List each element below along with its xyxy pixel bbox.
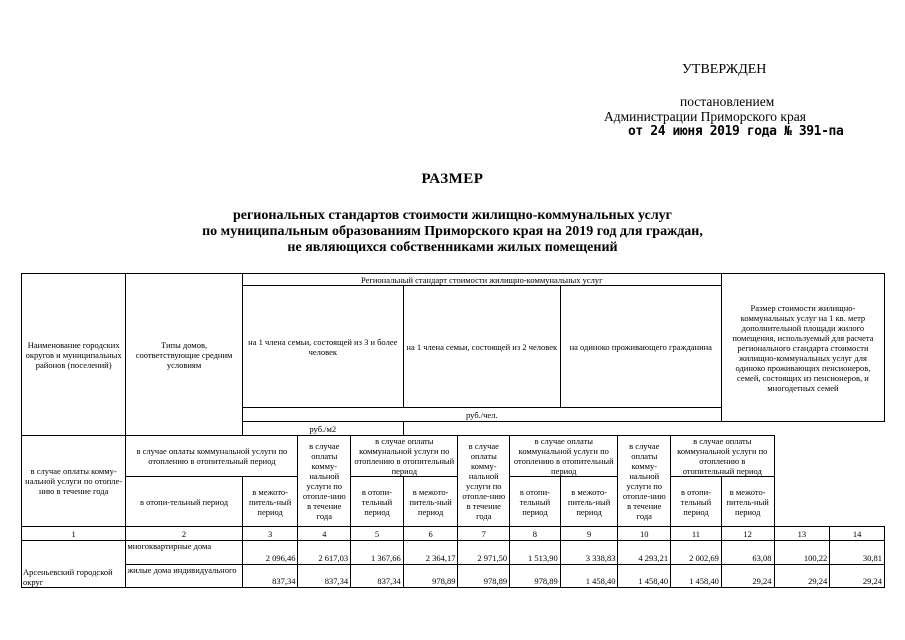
header-heating-period-2: в отопи-тельный период [351, 477, 404, 527]
table-row [22, 541, 885, 565]
house-type: многоквартирные дома [126, 541, 242, 565]
column-numbers-row [22, 527, 885, 541]
column-number: 4 [298, 527, 351, 541]
header-family-3: на 1 члена семьи, состоящей из 3 и более человек [242, 286, 403, 408]
column-number: 13 [774, 527, 830, 541]
value-cell: 3 338,83 [560, 541, 618, 565]
value-cell: 29,24 [830, 565, 885, 588]
header-municipality: Наименование городских округов и муниципальных районов (поселений) [22, 274, 126, 436]
value-cell: 30,81 [830, 541, 885, 565]
column-number: 1 [22, 527, 126, 541]
value-cell: 1 513,90 [510, 541, 561, 565]
header-heating-season-1: в случае оплаты коммунальной услуги по отоплению в отопительный период [510, 436, 618, 477]
value-cell: 978,89 [458, 565, 510, 588]
value-cell: 29,24 [774, 565, 830, 588]
column-number: 3 [242, 527, 298, 541]
value-cell: 837,34 [351, 565, 404, 588]
header-heating-period-1: в отопи-тельный период [510, 477, 561, 527]
column-number: 12 [721, 527, 774, 541]
approval-stamp: УТВЕРЖДЕН [682, 62, 767, 77]
header-heating-season-3: в случае оплаты коммунальной услуги по отоплению в отопительный период [126, 436, 298, 477]
value-cell: 2 971,50 [458, 541, 510, 565]
value-cell: 837,34 [242, 565, 298, 588]
decree-line-2: Администрации Приморского края [604, 109, 806, 124]
municipality-name: Арсеньевский городской округ [22, 541, 126, 588]
header-interheating-2: в межото-питель-ный период [403, 477, 458, 527]
column-number: 6 [403, 527, 458, 541]
header-no-heating-2: в случае оплаты комму-нальной услуги по отопле-нию в течение года [298, 436, 351, 527]
value-cell: 100,22 [774, 541, 830, 565]
header-interheating-1: в межото-питель-ный период [560, 477, 618, 527]
column-number: 2 [126, 527, 242, 541]
value-cell: 2 617,03 [298, 541, 351, 565]
header-unit-m2: руб./м2 [242, 422, 403, 436]
value-cell: 978,89 [510, 565, 561, 588]
subtitle-line-3: не являющихся собственниками жилых помещений [287, 240, 618, 255]
value-cell: 1 367,66 [351, 541, 404, 565]
header-interheating-m2: в межото-питель-ный период [721, 477, 774, 527]
value-cell: 978,89 [403, 565, 458, 588]
column-number: 5 [351, 527, 404, 541]
column-number: 14 [830, 527, 885, 541]
decree-date-number: от 24 июня 2019 года № 391-па [628, 124, 844, 139]
column-number: 9 [560, 527, 618, 541]
header-no-heating-m2: в случае оплаты комму-нальной услуги по отопле-нию в течение года [618, 436, 671, 527]
header-regional-standard: Региональный стандарт стоимости жилищно-коммунальных услуг [242, 274, 721, 286]
document-title: РАЗМЕР [421, 171, 484, 187]
value-cell: 2 096,46 [242, 541, 298, 565]
subtitle-line-2: по муниципальным образованиям Приморского края на 2019 год для граждан, [202, 224, 703, 239]
value-cell: 837,34 [298, 565, 351, 588]
header-heating-period-m2: в отопи-тельный период [671, 477, 722, 527]
value-cell: 1 458,40 [671, 565, 722, 588]
column-number: 10 [618, 527, 671, 541]
header-no-heating-1: в случае оплаты комму-нальной услуги по отопле-нию в течение года [458, 436, 510, 527]
header-heating-season-2: в случае оплаты коммунальной услуги по отоплению в отопительный период [351, 436, 458, 477]
header-extra-area: Размер стоимости жилищно-коммунальных услуг на 1 кв. метр дополнительной площади жилого помещения, используемый для расчета регионального стандарта стоимости жилищно-коммунальных услуг для одиноко проживающих пенсионеров, семей, состоящих из пенсионеров, и многодетных семей [721, 274, 884, 422]
header-house-types: Типы домов, соответствующие средним условиям [126, 274, 242, 436]
value-cell: 1 458,40 [560, 565, 618, 588]
column-number: 8 [510, 527, 561, 541]
house-type: жилые дома индивидуального [126, 565, 242, 588]
value-cell: 4 293,21 [618, 541, 671, 565]
column-number: 11 [671, 527, 722, 541]
header-heating-season-m2: в случае оплаты коммунальной услуги по отоплению в отопительный период [671, 436, 774, 477]
header-family-2: на 1 члена семьи, состоящей из 2 человек [403, 286, 560, 408]
column-number: 7 [458, 527, 510, 541]
value-cell: 29,24 [721, 565, 774, 588]
standards-table [21, 273, 885, 588]
header-unit-person: руб./чел. [242, 408, 721, 422]
value-cell: 2 002,69 [671, 541, 722, 565]
value-cell: 2 364,17 [403, 541, 458, 565]
subtitle-line-1: региональных стандартов стоимости жилищно-коммунальных услуг [232, 208, 673, 223]
table-row [22, 565, 885, 588]
header-interheating-3: в межото-питель-ный период [242, 477, 298, 527]
header-no-heating-3: в случае оплаты комму-нальной услуги по отопле-нию в течение года [22, 436, 126, 527]
header-single: на одиноко проживающего гражданина [560, 286, 721, 408]
decree-line-1: постановлением [680, 94, 775, 109]
value-cell: 63,08 [721, 541, 774, 565]
value-cell: 1 458,40 [618, 565, 671, 588]
header-heating-period-3: в отопи-тельный период [126, 477, 242, 527]
